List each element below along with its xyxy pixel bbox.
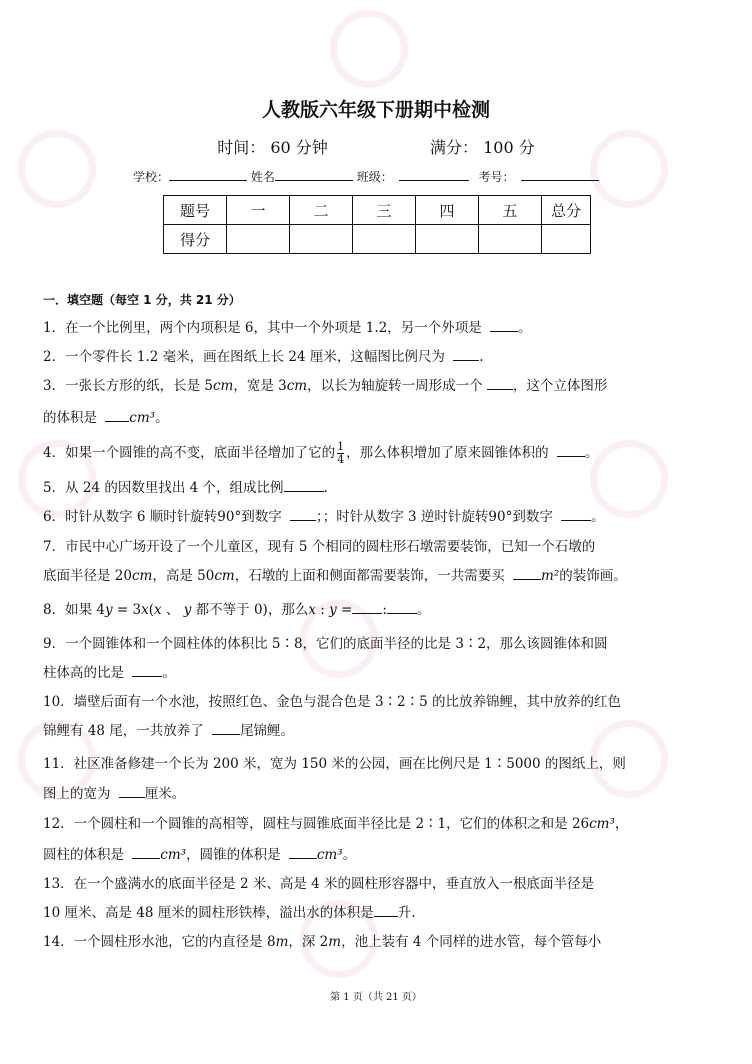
question-10 (43, 692, 715, 713)
question-7 (43, 537, 715, 558)
table-cell: 二 (290, 196, 353, 225)
answer-blank[interactable] (212, 722, 240, 735)
answer-blank[interactable] (561, 508, 591, 521)
table-cell: 得分 (164, 225, 227, 254)
question-10-cont (43, 721, 715, 742)
table-cell: 题号 (164, 196, 227, 225)
page-title: 人教版六年级下册期中检测 (261, 99, 490, 121)
question-text: 柱体高的比是 (43, 665, 124, 681)
answer-blank[interactable] (289, 846, 317, 859)
question-1: 1．在一个比例里，两个内项积是 6，其中一个外项是 1.2，另一个外项是 。 (43, 320, 532, 336)
question-text: 圆柱的体积是 (43, 847, 124, 863)
student-info-line (133, 168, 599, 185)
question-text: 锦鲤有 48 尾，一共放养了 (43, 723, 204, 739)
question-text: 8．如果 4 (43, 602, 105, 618)
question-text: ，那么体积增加了原来圆锥体积的 (346, 445, 549, 461)
unit: cm³ (589, 816, 615, 832)
question-text: 5．从 24 的因数里找出 4 个，组成比例 (43, 480, 284, 496)
answer-blank[interactable] (487, 377, 513, 390)
question-text: 到数字 (512, 509, 553, 525)
question-12: 12．一个圆柱和一个圆锥的高相等，圆柱与圆锥底面半径比是 2∶1，它们的体积之和是 26cm³， (43, 816, 629, 832)
question-text: 11．社区准备修建一个长为 200 米，宽为 150 米的公园，画在比例尺是 1∶5000 的图纸上，则 (43, 756, 626, 772)
question-4: 4．如果一个圆锥的高不变，底面半径增加了它的 $\frac{1}{4}$ ，那么体积增加了原来圆锥体积的 。 (43, 440, 599, 466)
question-text: ，宽是 3 (233, 378, 287, 394)
unit: cm³ (316, 847, 343, 863)
unit: cm (131, 568, 153, 584)
answer-blank[interactable] (557, 444, 585, 457)
question-8: 8．如果 4y = 3x(x 、 y 都不等于 0)，那么x : y = : 。 (43, 602, 431, 618)
score-table-header-row (164, 196, 591, 225)
score-table (163, 195, 591, 254)
answer-blank[interactable] (374, 904, 398, 917)
answer-blank[interactable] (490, 319, 518, 332)
unit: cm³ (160, 847, 187, 863)
question-11-cont (43, 784, 715, 805)
answer-blank[interactable] (352, 601, 382, 614)
question-text: ，以长为轴旋转一周形成一个 (307, 378, 483, 394)
question-text: ，池上装有 4 个同样的进水管，每个管每小 (341, 934, 602, 950)
question-11 (43, 754, 715, 775)
question-9 (43, 634, 715, 655)
question-text: 4．如果一个圆锥的高不变，底面半径增加了它的 (43, 445, 336, 461)
answer-blank[interactable] (513, 567, 541, 580)
question-text: 底面半径是 20 (43, 568, 132, 584)
score-table-row (164, 225, 591, 254)
score-input-cell[interactable] (416, 225, 479, 254)
question-text: 的体积是 (43, 410, 97, 426)
question-text: 7．市民中心广场开设了一个儿童区，现有 5 个相同的圆柱形石墩需要装饰，已知一个石墩的 (43, 539, 596, 555)
question-text: 的装饰画。 (559, 568, 627, 584)
question-text: 都不等于 0)，那么 (195, 602, 309, 618)
answer-blank[interactable] (387, 601, 417, 614)
question-3-cont: 的体积是 cm³。 (43, 410, 169, 426)
name-label: 姓名 (250, 170, 275, 184)
exam-no-label: 考号： (478, 170, 515, 184)
question-text: 1．在一个比例里，两个内项积是 6，其中一个外项是 1.2，另一个外项是 (43, 320, 482, 336)
answer-blank[interactable] (132, 664, 162, 677)
question-text: ，石墩的上面和侧面都需要装饰，一共需要买 (234, 568, 505, 584)
question-text: 14．一个圆柱形水池，它的内直径是 8 (43, 934, 276, 950)
score-input-cell[interactable] (353, 225, 416, 254)
exam-meta (0, 135, 752, 158)
score-input-cell[interactable] (542, 225, 591, 254)
question-text: 厘米。 (144, 786, 186, 802)
question-text: 3．一张长方形的纸，长是 5 (43, 378, 213, 394)
question-14 (43, 932, 715, 953)
question-text: 2．一个零件长 1.2 毫米，画在图纸上长 24 厘米，这幅图比例尺为 (43, 349, 445, 365)
table-cell: 三 (353, 196, 416, 225)
unit: cm (214, 568, 235, 584)
question-text: 13．在一个盛满水的底面半径是 2 米、高是 4 米的圆柱形容器中，垂直放入一根底面半径是 (43, 876, 595, 892)
unit: m² (541, 568, 560, 584)
table-cell: 四 (416, 196, 479, 225)
score-input-cell[interactable] (227, 225, 290, 254)
question-text: ，这个立体图形 (512, 378, 608, 394)
question-text: 10 厘米、高是 48 厘米的圆柱形铁棒，溢出水的体积是 (43, 905, 374, 921)
unit: m (275, 934, 289, 950)
answer-blank[interactable] (105, 409, 129, 422)
table-cell: 一 (227, 196, 290, 225)
unit: m (328, 934, 342, 950)
question-12-cont: 圆柱的体积是 cm³，圆锥的体积是 cm³。 (43, 847, 357, 863)
question-7-cont (43, 566, 715, 587)
question-13 (43, 874, 715, 895)
question-text: 尾锦鲤。 (240, 723, 295, 739)
question-text: ，高是 50 (152, 568, 215, 584)
question-6: 6．时针从数字 6 顺时针旋转90°到数字 ；；时针从数字 3 逆时针旋转90°到数字 。 (43, 509, 605, 525)
question-13-cont (43, 903, 715, 924)
answer-blank[interactable] (453, 348, 479, 361)
table-cell: 五 (479, 196, 542, 225)
question-3 (43, 376, 715, 397)
question-text: 到数字 (241, 509, 282, 525)
question-text: ，深 2 (288, 934, 329, 950)
page-footer: 第 1 页（共 21 页） (330, 992, 422, 1003)
school-label: 学校： (133, 170, 170, 184)
answer-blank[interactable] (119, 785, 145, 798)
unit: cm (212, 378, 234, 394)
question-text: 6．时针从数字 6 顺时针旋转 (43, 509, 218, 525)
table-cell: 总分 (542, 196, 591, 225)
question-text: 12．一个圆柱和一个圆锥的高相等，圆柱与圆锥底面半径比是 2∶1，它们的体积之和是 26 (43, 816, 590, 832)
answer-blank[interactable] (290, 508, 316, 521)
score-input-cell[interactable] (479, 225, 542, 254)
answer-blank[interactable] (284, 479, 324, 492)
unit: cm³ (129, 410, 156, 426)
exam-time: 时间： 60 分钟 (217, 138, 328, 157)
unit: cm (286, 378, 308, 394)
question-text: ；时针从数字 3 逆时针旋转 (322, 509, 489, 525)
question-text: ，圆锥的体积是 (186, 847, 281, 863)
question-text: 9．一个圆锥体和一个圆柱体的体积比 5∶8，它们的底面半径的比是 3∶2，那么该圆锥体和圆 (43, 636, 608, 652)
answer-blank[interactable] (132, 846, 160, 859)
question-text: 图上的宽为 (43, 786, 111, 802)
fraction-one-quarter: $\frac{1}{4}$ (337, 440, 345, 466)
question-9-cont: 柱体高的比是 。 (43, 665, 176, 681)
watermark-logo (330, 10, 408, 88)
question-text: 升. (397, 905, 416, 921)
class-label: 班级： (356, 170, 393, 184)
question-text: 10．墙壁后面有一个水池，按照红色、金色与混合色是 3∶2∶5 的比放养锦鲤，其中放养的红色 (43, 694, 622, 710)
section-heading: 一．填空题（每空 1 分，共 21 分） (43, 293, 241, 307)
question-2: 2．一个零件长 1.2 毫米，画在图纸上长 24 厘米，这幅图比例尺为 . (43, 349, 484, 365)
exam-full-score: 满分： 100 分 (430, 138, 535, 157)
score-input-cell[interactable] (290, 225, 353, 254)
question-5: 5．从 24 的因数里找出 4 个，组成比例 . (43, 480, 328, 496)
